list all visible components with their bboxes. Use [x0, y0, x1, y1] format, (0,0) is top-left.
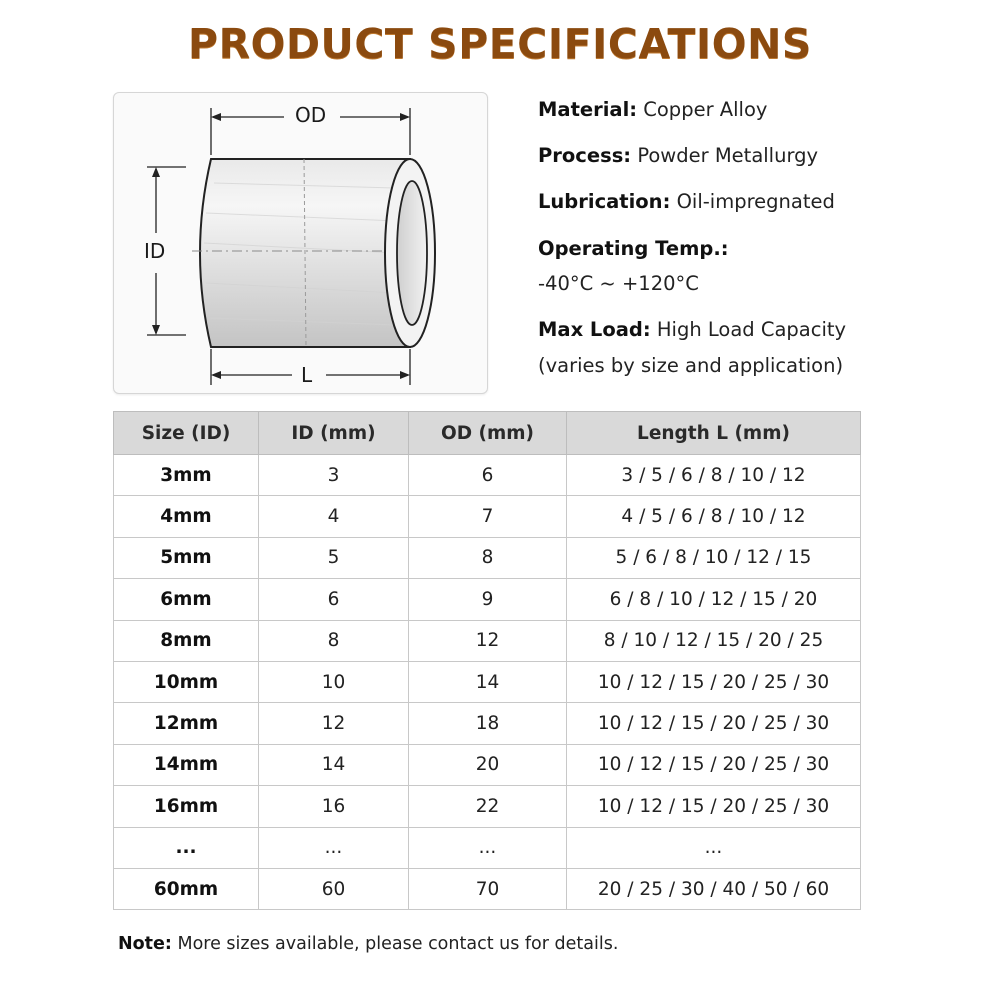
cell-size: 8mm — [114, 620, 259, 661]
cell-id: 3 — [259, 455, 409, 496]
cell-length: 10 / 12 / 15 / 20 / 25 / 30 — [567, 703, 861, 744]
table-row — [114, 786, 861, 827]
spec-key: Material: — [538, 98, 638, 121]
footer-note — [118, 934, 618, 954]
cell-size: 4mm — [114, 496, 259, 537]
cell-id: 60 — [259, 868, 409, 909]
id-label: ID — [140, 239, 169, 263]
bushing-illustration — [114, 93, 487, 393]
cell-length: 20 / 25 / 30 / 40 / 50 / 60 — [567, 868, 861, 909]
table-row — [114, 620, 861, 661]
cell-id: 5 — [259, 537, 409, 578]
size-table — [113, 411, 861, 910]
cell-id: ... — [259, 827, 409, 868]
header-id: ID (mm) — [259, 412, 409, 455]
cell-od: 70 — [409, 868, 567, 909]
od-label: OD — [291, 103, 330, 127]
table-row — [114, 827, 861, 868]
spec-value: Powder Metallurgy — [637, 144, 819, 167]
cell-length: 10 / 12 / 15 / 20 / 25 / 30 — [567, 744, 861, 785]
cell-size: 5mm — [114, 537, 259, 578]
cell-id: 8 — [259, 620, 409, 661]
cell-id: 4 — [259, 496, 409, 537]
cell-od: 9 — [409, 579, 567, 620]
cell-size: 16mm — [114, 786, 259, 827]
cell-length: 8 / 10 / 12 / 15 / 20 / 25 — [567, 620, 861, 661]
cell-size: 14mm — [114, 744, 259, 785]
cell-od: ... — [409, 827, 567, 868]
spec-load-note: (varies by size and application) — [538, 354, 844, 377]
spec-value: Copper Alloy — [643, 98, 768, 121]
spec-key: Process: — [538, 144, 632, 167]
header-od: OD (mm) — [409, 412, 567, 455]
spec-value: High Load Capacity — [656, 318, 847, 341]
cell-length: 10 / 12 / 15 / 20 / 25 / 30 — [567, 786, 861, 827]
table-row — [114, 703, 861, 744]
table-header-row — [114, 412, 861, 455]
table-row — [114, 744, 861, 785]
spec-process — [538, 144, 818, 167]
cell-od: 18 — [409, 703, 567, 744]
cell-id: 14 — [259, 744, 409, 785]
cell-size: 6mm — [114, 579, 259, 620]
cell-id: 12 — [259, 703, 409, 744]
cell-length: 3 / 5 / 6 / 8 / 10 / 12 — [567, 455, 861, 496]
spec-temp — [538, 237, 729, 260]
cell-size: ... — [114, 827, 259, 868]
cell-length: 10 / 12 / 15 / 20 / 25 / 30 — [567, 661, 861, 702]
cell-length: 4 / 5 / 6 / 8 / 10 / 12 — [567, 496, 861, 537]
table-row — [114, 537, 861, 578]
cell-id: 16 — [259, 786, 409, 827]
spec-lubrication — [538, 190, 835, 213]
cell-size: 10mm — [114, 661, 259, 702]
cell-od: 20 — [409, 744, 567, 785]
cell-id: 10 — [259, 661, 409, 702]
header-size: Size (ID) — [114, 412, 259, 455]
spec-temp-value: -40°C ~ +120°C — [538, 272, 699, 295]
spec-value: Oil-impregnated — [676, 190, 835, 213]
note-key: Note: — [118, 934, 172, 954]
spec-key: Operating Temp.: — [538, 237, 729, 260]
cell-size: 3mm — [114, 455, 259, 496]
table-row — [114, 579, 861, 620]
table-row — [114, 496, 861, 537]
cell-size: 12mm — [114, 703, 259, 744]
spec-key: Lubrication: — [538, 190, 671, 213]
cell-od: 6 — [409, 455, 567, 496]
cell-od: 7 — [409, 496, 567, 537]
cell-od: 14 — [409, 661, 567, 702]
page-title: PRODUCT SPECIFICATIONS — [188, 20, 812, 68]
l-label: L — [297, 363, 316, 387]
cell-size: 60mm — [114, 868, 259, 909]
spec-key: Max Load: — [538, 318, 651, 341]
table-row — [114, 661, 861, 702]
note-text: More sizes available, please contact us for details. — [177, 934, 619, 954]
cell-length: ... — [567, 827, 861, 868]
cell-length: 6 / 8 / 10 / 12 / 15 / 20 — [567, 579, 861, 620]
table-row — [114, 868, 861, 909]
spec-load — [538, 318, 846, 341]
cell-od: 22 — [409, 786, 567, 827]
table-row — [114, 455, 861, 496]
header-length: Length L (mm) — [567, 412, 861, 455]
cell-od: 12 — [409, 620, 567, 661]
bushing-drawing — [113, 92, 488, 394]
cell-id: 6 — [259, 579, 409, 620]
cell-od: 8 — [409, 537, 567, 578]
cell-length: 5 / 6 / 8 / 10 / 12 / 15 — [567, 537, 861, 578]
spec-material — [538, 98, 767, 121]
